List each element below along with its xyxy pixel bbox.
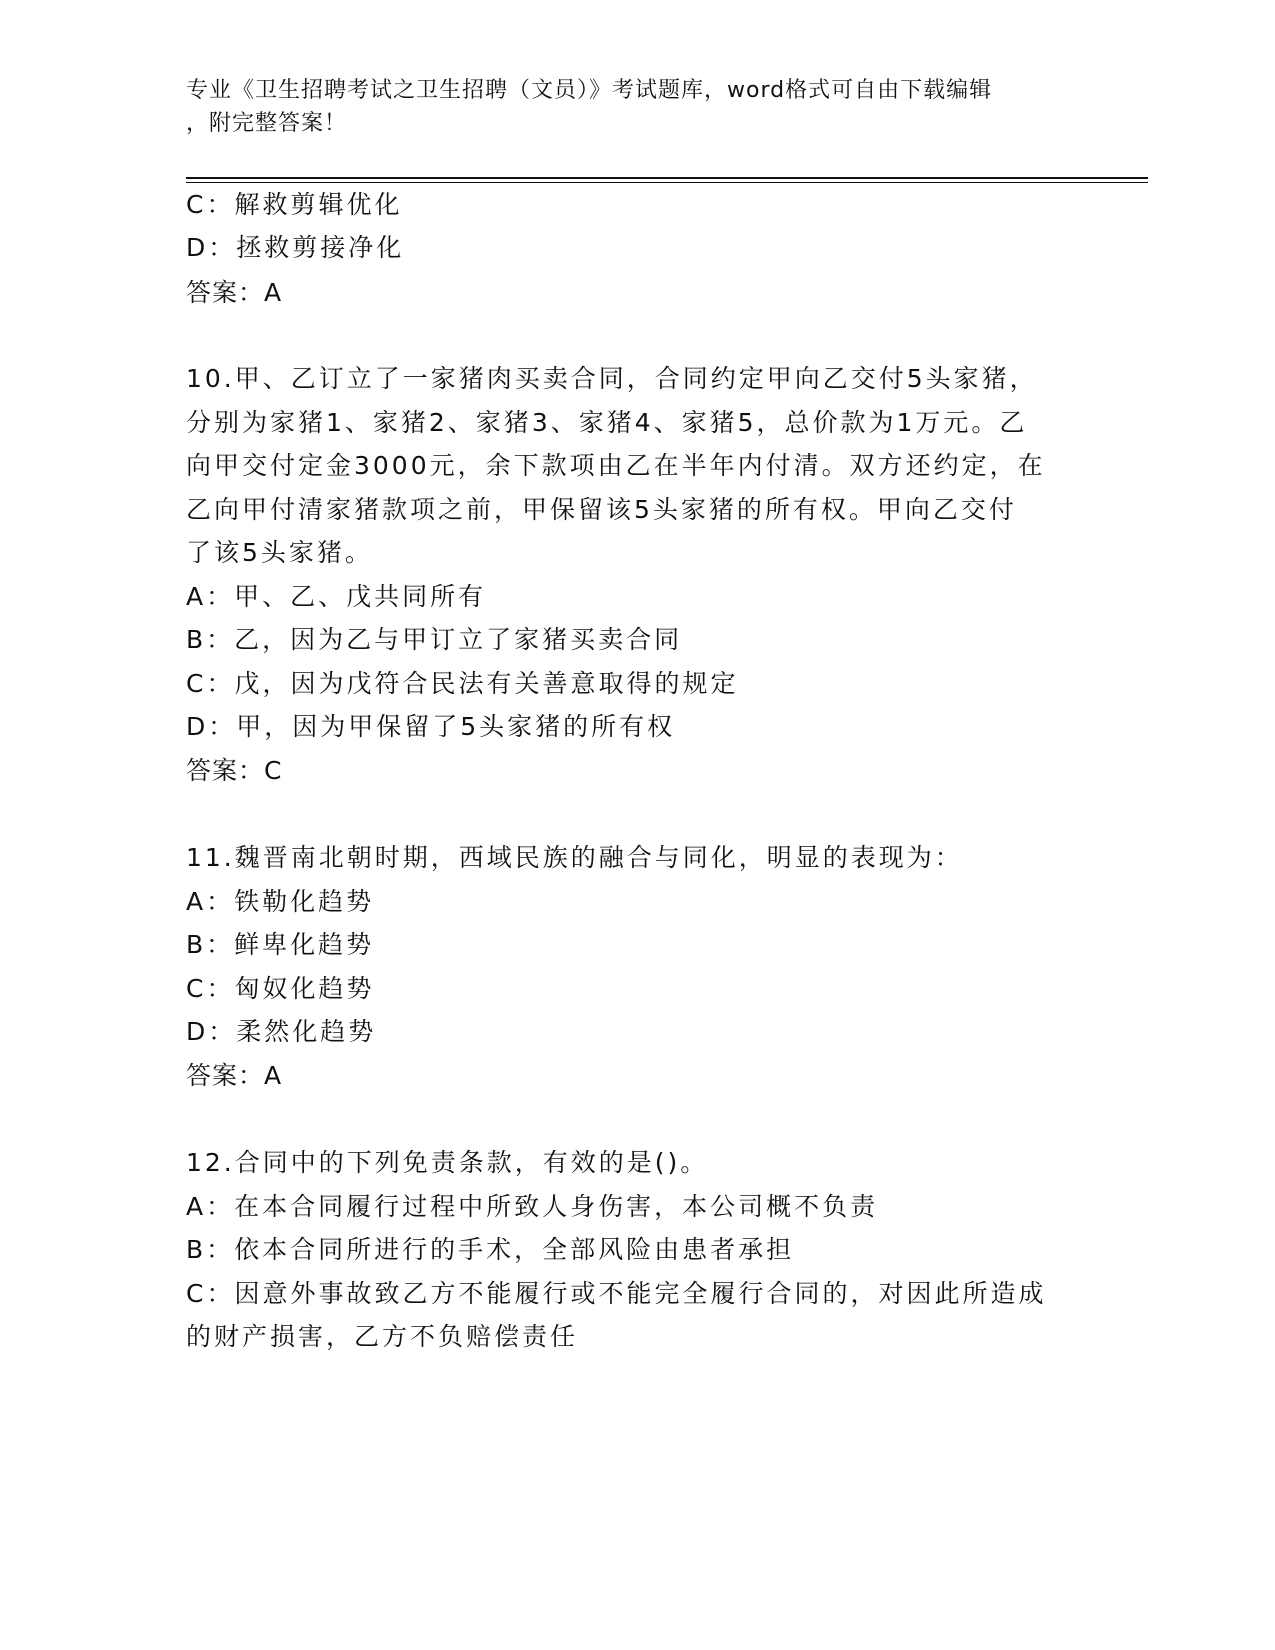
q12-stem: 12.合同中的下列免责条款，有效的是()。 [186,1148,709,1177]
q10-option-c: C：戊，因为戊符合民法有关善意取得的规定 [186,669,739,698]
q11-option-c: C：匈奴化趋势 [186,974,375,1003]
q9-option-c: C：解救剪辑优化 [186,190,403,219]
q11-stem: 11.魏晋南北朝时期，西域民族的融合与同化，明显的表现为： [186,843,963,872]
q12-option-a: A：在本合同履行过程中所致人身伤害，本公司概不负责 [186,1192,879,1221]
q10-stem-line-5: 了该5头家猪。 [186,538,373,567]
header-rule-thick [186,177,1148,179]
q11-option-a: A：铁勒化趋势 [186,887,375,916]
q9-answer: 答案：A [186,278,283,307]
q11-answer: 答案：A [186,1061,283,1090]
q11-option-b: B：鲜卑化趋势 [186,930,375,959]
q12-option-c-line-2: 的财产损害，乙方不负赔偿责任 [186,1322,579,1351]
document-header: 专业《卫生招聘考试之卫生招聘（文员）》考试题库，word格式可自由下载编辑 ，附完整答案！ [186,78,993,136]
q10-stem-line-3: 向甲交付定金3000元，余下款项由乙在半年内付清。双方还约定，在 [186,451,1046,480]
q10-stem-line-2: 分别为家猪1、家猪2、家猪3、家猪4、家猪5，总价款为1万元。乙 [186,408,1028,437]
q11-option-d: D：柔然化趋势 [186,1017,377,1046]
q10-option-a: A：甲、乙、戊共同所有 [186,582,487,611]
header-rule-thin [186,182,1148,183]
q10-stem-line-1: 10.甲、乙订立了一家猪肉买卖合同，合同约定甲向乙交付5头家猪， [186,364,1038,393]
q10-option-b: B：乙，因为乙与甲订立了家猪买卖合同 [186,625,683,654]
q10-answer: 答案：C [186,756,283,785]
q9-option-d: D：拯救剪接净化 [186,233,405,262]
q10-option-d: D：甲，因为甲保留了5头家猪的所有权 [186,712,676,741]
q12-option-c-line-1: C：因意外事故致乙方不能履行或不能完全履行合同的，对因此所造成 [186,1279,1047,1308]
q12-option-b: B：依本合同所进行的手术，全部风险由患者承担 [186,1235,795,1264]
q10-stem-line-4: 乙向甲付清家猪款项之前，甲保留该5头家猪的所有权。甲向乙交付 [186,495,1017,524]
